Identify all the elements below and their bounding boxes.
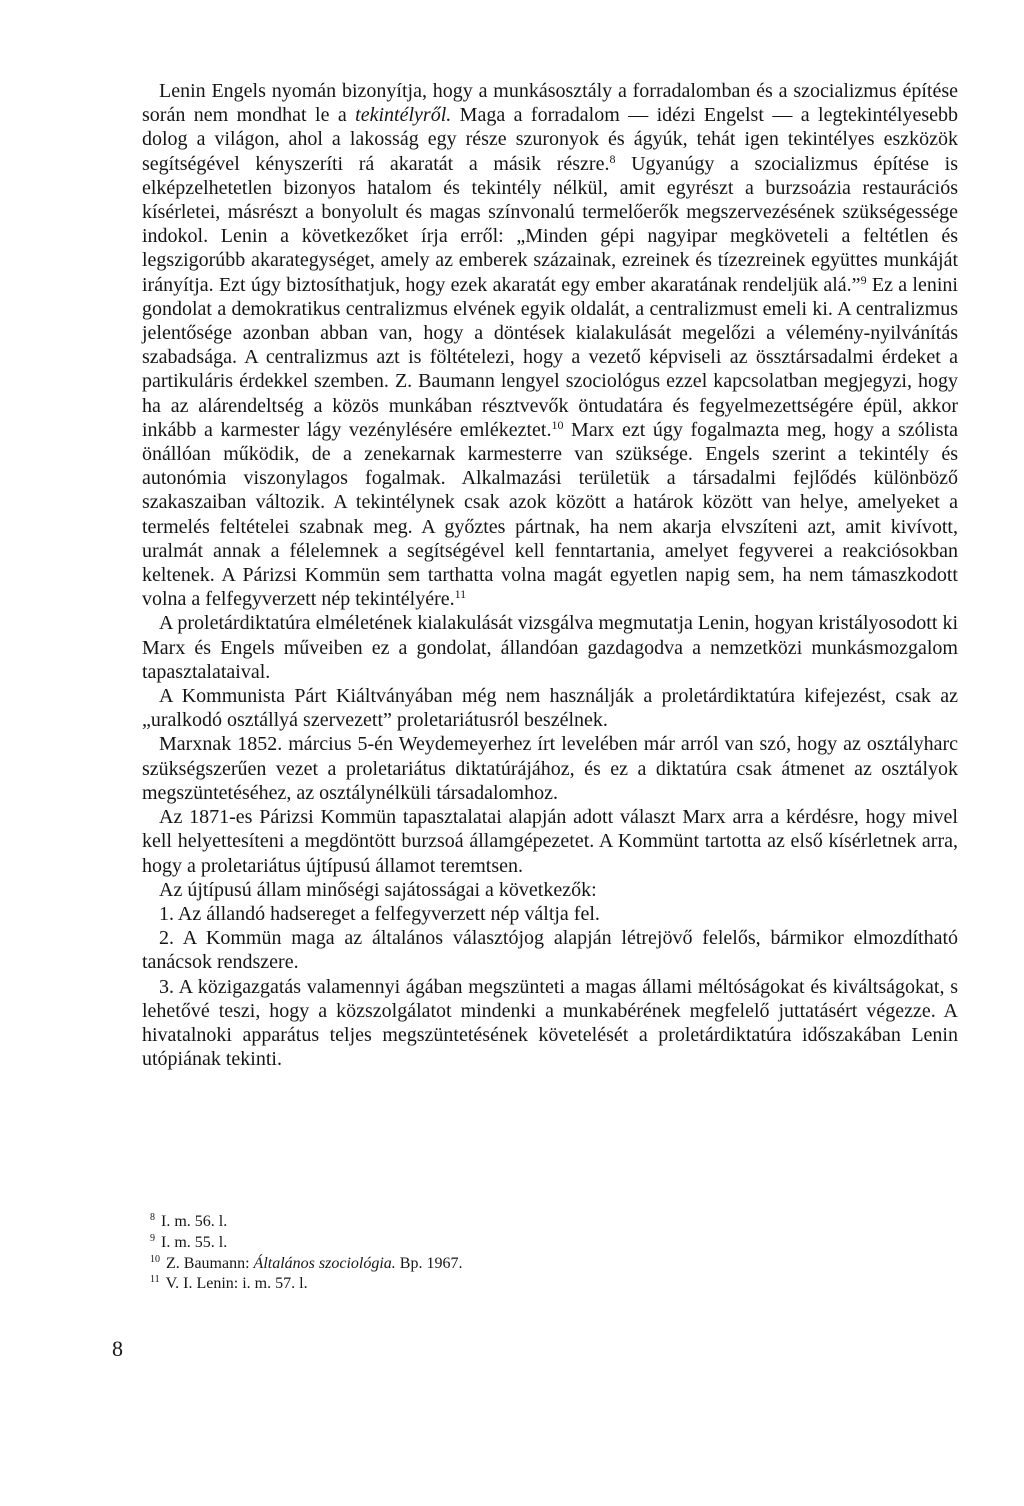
footnote-ref: 9 bbox=[860, 272, 867, 287]
footnote-text: I. m. 55. l. bbox=[161, 1233, 228, 1251]
paragraph bbox=[142, 611, 958, 684]
emphasized-text: Általános szociológia. bbox=[253, 1254, 396, 1272]
text-run: Ez a lenini gondolat a demokratikus centralizmus elvének egyik oldalát, a centralizmust emeli ki. A centralizmus jelentősége azonban abban van, hogy a döntések kialakulását megelőzi a vélemény-nyilvánítás szabadsága. A centralizmus azt is föltételezi, hogy a vezető képviseli az össztársadalmi érdeket a partikuláris érdekkel szemben. Z. Baumann lengyel szociológus ezzel kapcsolatban megjegyzi, hogy ha az alárendeltség a közös munkában résztvevők öntudatára és fegyelmezettségére épül, akkor inkább a karmester lágy vezénylésére emlékeztet. bbox=[142, 273, 958, 441]
footnote-ref: 8 bbox=[609, 151, 616, 166]
footnote-ref: 11 bbox=[454, 587, 467, 602]
text-run: A proletárdiktatúra elméletének kialakulását vizsgálva megmutatja Lenin, hogyan kristályosodott ki Marx és Engels műveiben ez a gondolat, állandóan gazdagodva a nemzetközi munkásmozgalom tapasztalataival. bbox=[142, 612, 958, 683]
paragraph bbox=[142, 926, 958, 974]
footnote bbox=[150, 1254, 750, 1275]
paragraph bbox=[142, 805, 958, 878]
text-run: Az 1871-es Párizsi Kommün tapasztalatai alapján adott választ Marx arra a kérdésre, hogy mivel kell helyettesíteni a megdöntött burzsoá államgépezetet. A Kommünt tartotta az első kísérletnek arra, hogy a proletariátus újtípusú államot teremtsen. bbox=[142, 806, 958, 877]
paragraph bbox=[142, 684, 958, 732]
footnote bbox=[150, 1233, 750, 1254]
paragraph bbox=[142, 878, 958, 902]
footnote bbox=[150, 1274, 750, 1295]
footnote-text: I. m. 56. l. bbox=[161, 1213, 228, 1230]
main-text bbox=[142, 79, 958, 1071]
footnote-number: 8 bbox=[150, 1212, 155, 1223]
footnote-text: V. I. Lenin: i. m. 57. l. bbox=[165, 1275, 308, 1293]
text-run: 2. A Kommün maga az általános választójog alapján létrejövő felelős, bármikor elmozdítható tanácsok rendszere. bbox=[142, 927, 958, 974]
text-run: Bp. 1967. bbox=[395, 1254, 463, 1272]
emphasized-text: tekintélyről. bbox=[355, 104, 452, 127]
text-run: Maga a forradalom — idézi Engelst — a legtekintélyesebb dolog a világon, ahol a lakosság egy része szuronyok és ágyúk, tehát igen tekintélyes eszközök segítségével kényszeríti rá akaratát a másik részre. bbox=[142, 104, 958, 175]
text-run: Ugyanúgy a szocializmus építése is elképzelhetetlen bizonyos hatalom és tekintély nélkül, amit egyrészt a burzsoázia restaurációs kísérletei, másrészt a bonyolult és magas színvonalú termelőerők megszervezésének szükségessége indokol. Lenin a következőket írja erről: „Minden gépi nagyipar megköveteli a feltétlen és legszigorúbb akarategységet, amely az emberek százainak, ezreinek és tízezreinek együttes munkáját irányítja. Ezt úgy biztosíthatjuk, hogy ezek akaratát egy ember akaratának rendeljük alá.” bbox=[142, 152, 958, 296]
page-number: 8 bbox=[112, 1336, 123, 1361]
footnotes bbox=[150, 1212, 750, 1295]
paragraph bbox=[142, 902, 958, 926]
text-run: A Kommunista Párt Kiáltványában még nem használják a proletárdiktatúra kifejezést, csak az „uralkodó osztállyá szervezett” proletariátusról beszélnek. bbox=[142, 685, 958, 732]
paragraph bbox=[142, 732, 958, 805]
text-run: Z. Baumann: bbox=[166, 1254, 254, 1272]
footnote bbox=[150, 1212, 750, 1233]
footnote-ref: 10 bbox=[551, 417, 564, 432]
text-run: Az újtípusú állam minőségi sajátosságai a következők: bbox=[159, 878, 597, 901]
text-run: Marx ezt úgy fogalmazta meg, hogy a szólista önállóan működik, de a zenekarnak karmesterre van szüksége. Engels szerint a tekintély és autonómia viszonylagos fogalmak. Alkalmazási területük a társadalmi fejlődés különböző szakaszaiban változik. A tekintélynek csak azok között a határok között van helye, amelyeket a termelés feltételei szabnak meg. A győztes pártnak, ha nem akarja elvszíteni azt, amit kivívott, uralmát annak a félelemnek a segítségével kell fenntartania, amelyet fegyverei a reakciósokban keltenek. A Párizsi Kommün sem tarthatta volna magát egyetlen napig sem, ha nem támaszkodott volna a felfegyverzett nép tekintélyére. bbox=[142, 418, 958, 611]
paragraph bbox=[142, 975, 958, 1072]
text-run: 3. A közigazgatás valamennyi ágában megszünteti a magas állami méltóságokat és kiváltságokat, s lehetővé teszi, hogy a közszolgálatot mindenki a munkabérének megfelelő juttatásért végezze. A hivatalnoki apparátus teljes megszüntetésének követelését a proletárdiktatúra időszakában Lenin utópiának tekinti. bbox=[142, 975, 958, 1071]
footnote-number: 10 bbox=[150, 1253, 160, 1265]
text-run: 1. Az állandó hadsereget a felfegyverzett nép váltja fel. bbox=[159, 902, 600, 925]
footnote-number: 11 bbox=[150, 1274, 160, 1286]
paragraph bbox=[142, 79, 958, 611]
text-run: Marxnak 1852. március 5-én Weydemeyerhez írt levelében már arról van szó, hogy az osztályharc szükségszerűen vezet a proletariátus diktatúrájához, és ez a diktatúra csak átmenet az osztályok megszüntetéséhez, az osztálynélküli társadalomhoz. bbox=[142, 733, 958, 804]
footnote-number: 9 bbox=[150, 1232, 155, 1244]
text-run: Lenin Engels nyomán bizonyítja, hogy a munkásosztály a forradalomban és a szocializmus építése során nem mondhat le a bbox=[142, 80, 958, 127]
